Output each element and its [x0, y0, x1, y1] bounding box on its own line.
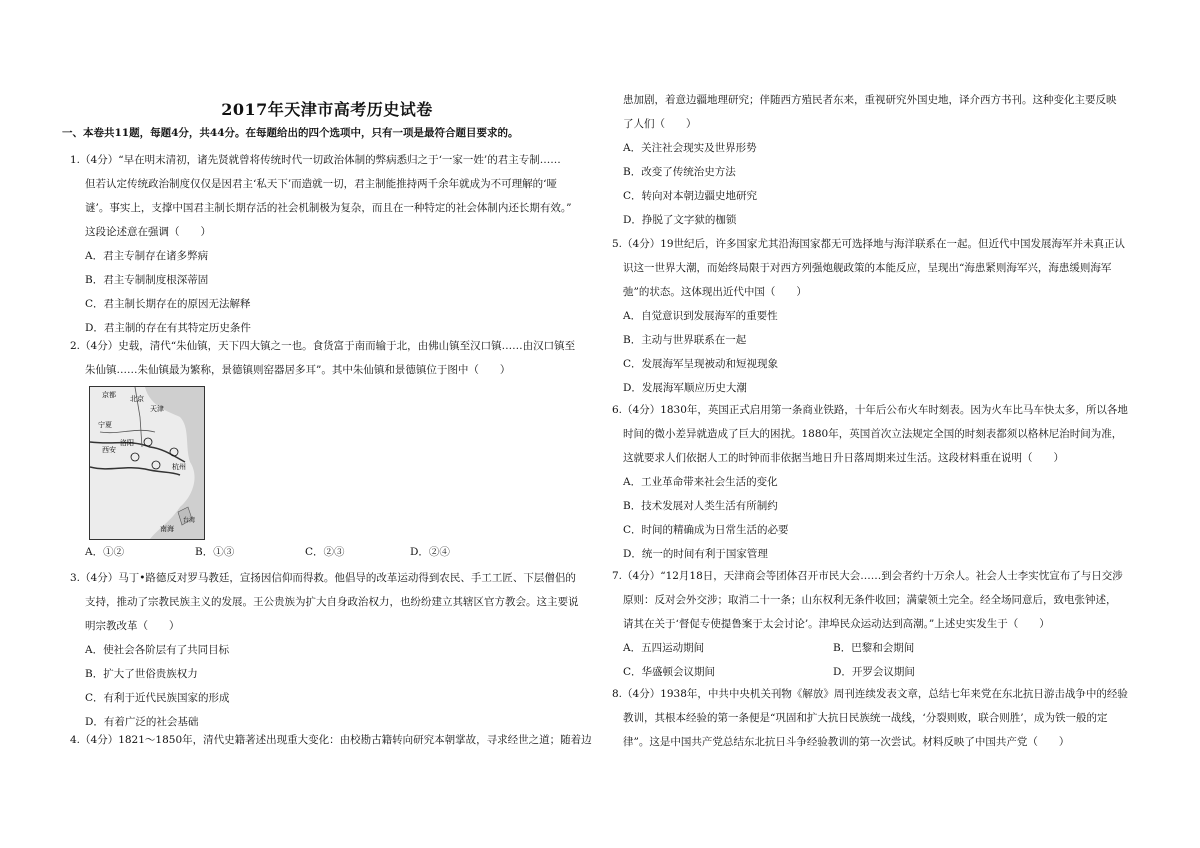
map-label: 北京 — [130, 395, 144, 403]
section-heading: 一、本卷共11题，每题4分，共44分。在每题给出的四个选项中，只有一项是最符合题目要求的。 — [62, 127, 519, 139]
q2-option-d[interactable]: D．②④ — [410, 546, 450, 558]
q3-stem-line: 支持，推动了宗教民族主义的发展。王公贵族为扩大自身政治权力，也纷纷建立其辖区官方教会。这主要说 — [85, 596, 579, 608]
exam-title: 2017年天津市高考历史试卷 — [221, 100, 433, 119]
q4-stem-line: 4.（4分）1821～1850年，清代史籍著述出现重大变化：由校勘古籍转向研究本朝掌故，寻求经世之道；随着边 — [70, 734, 592, 746]
q2-stem-line: 朱仙镇……朱仙镇最为繁称，景德镇则窑器居多耳”。其中朱仙镇和景德镇位于图中（ ） — [85, 364, 511, 376]
q2-stem-line: 2.（4分）史载，清代“朱仙镇，天下四大镇之一也。食货富于南而输于北，由佛山镇至汉口镇……由汉口镇至 — [70, 340, 576, 352]
q4-option-b[interactable]: B．改变了传统治史方法 — [623, 166, 736, 178]
question-5 — [612, 232, 1168, 400]
q7-stem-line: 原则：反对会外交涉；取消二十一条；山东权利无条件收回；满蒙领土完全。经全场同意后，致电张钟述， — [623, 594, 1117, 606]
question-8 — [612, 682, 1168, 754]
question-1 — [70, 148, 610, 340]
q2-option-a[interactable]: A．①② — [85, 546, 125, 558]
q6-stem-line: 这就要求人们依据人工的时钟而非依据当地日升日落周期来过生活。这段材料重在说明（ ） — [623, 452, 1064, 464]
map-graphic — [90, 387, 204, 539]
q6-option-c[interactable]: C．时间的精确成为日常生活的必要 — [623, 524, 789, 536]
question-2 — [70, 334, 610, 382]
map-label: 台湾 — [183, 517, 196, 524]
q1-option-c[interactable]: C．君主制长期存在的原因无法解释 — [85, 298, 251, 310]
q2-option-b[interactable]: B．①③ — [195, 546, 235, 558]
q5-stem-line: 5.（4分）19世纪后，许多国家尤其沿海国家都无可选择地与海洋联系在一起。但近代中国发展海军并未真正认 — [612, 238, 1126, 250]
question-4-continued — [623, 88, 1168, 232]
q3-option-a[interactable]: A．使社会各阶层有了共同目标 — [85, 644, 230, 656]
q3-stem-line: 明宗教改革（ ） — [85, 620, 180, 632]
q4-stem-line: 了人们（ ） — [623, 118, 697, 130]
q6-option-b[interactable]: B．技术发展对人类生活有所制约 — [623, 500, 778, 512]
q7-stem-line: 7.（4分）“12月18日，天津商会等团体召开市民大会……到会者约十万余人。社会人士李实忱宣布了与日交涉 — [612, 570, 1123, 582]
q1-option-b[interactable]: B．君主专制制度根深蒂固 — [85, 274, 209, 286]
q5-option-d[interactable]: D．发展海军顺应历史大潮 — [623, 382, 747, 394]
q1-stem-line: 但若认定传统政治制度仅仅是因君主‘私天下’而造就一切，君主制能推持两千余年就成为不可理解的‘哑 — [85, 178, 558, 190]
question-6 — [612, 398, 1168, 566]
q4-stem-line: 患加剧，着意边疆地理研究；伴随西方殖民者东来，重视研究外国史地，译介西方书刊。这种变化主要反映 — [623, 94, 1117, 106]
q3-stem-line: 3.（4分）马丁•路德反对罗马教廷，宣扬因信仰而得救。他倡导的改革运动得到农民、手工工匠、下层僧侣的 — [70, 572, 576, 584]
q5-stem-line: 弛”的状态。这体现出近代中国（ ） — [623, 286, 807, 298]
q5-option-c[interactable]: C．发展海军呈现被动和短视现象 — [623, 358, 779, 370]
q5-stem-line: 识这一世界大潮，而始终局限于对西方列强炮舰政策的本能反应，呈现出“海患紧则海军兴，海患缓则海军 — [623, 262, 1112, 274]
q6-option-a[interactable]: A．工业革命带来社会生活的变化 — [623, 476, 778, 488]
qing-town-map — [89, 386, 205, 540]
q5-option-b[interactable]: B．主动与世界联系在一起 — [623, 334, 747, 346]
question-7 — [612, 564, 1168, 684]
q7-stem-line: 请其在关于‘督促专使提鲁案于太会讨论’。津埠民众运动达到高潮。”上述史实发生于（ ） — [623, 618, 1050, 630]
q6-stem-line: 6.（4分）1830年，英国正式启用第一条商业铁路，十年后公布火车时刻表。因为火车比马车快太多，所以各地 — [612, 404, 1128, 416]
map-label: 西安 — [102, 446, 116, 454]
q4-option-a[interactable]: A．关注社会现实及世界形势 — [623, 142, 757, 154]
q1-option-d[interactable]: D．君主制的存在有其特定历史条件 — [85, 322, 251, 334]
map-label: 京都 — [102, 391, 116, 399]
map-label: 洛阳 — [120, 439, 134, 447]
q5-option-a[interactable]: A．自觉意识到发展海军的重要性 — [623, 310, 778, 322]
map-label: 天津 — [150, 405, 164, 413]
q7-option-b[interactable]: B．巴黎和会期间 — [833, 642, 915, 654]
q7-option-c[interactable]: C．华盛顿会议期间 — [623, 666, 716, 678]
q8-stem-line: 律”。这是中国共产党总结东北抗日斗争经验教训的第一次尝试。材料反映了中国共产党（ ） — [623, 736, 1070, 748]
q3-option-d[interactable]: D．有着广泛的社会基础 — [85, 716, 199, 728]
question-3 — [70, 566, 610, 734]
q2-option-c[interactable]: C．②③ — [305, 546, 345, 558]
q3-option-b[interactable]: B．扩大了世俗贵族权力 — [85, 668, 198, 680]
q1-option-a[interactable]: A．君主专制存在诸多弊病 — [85, 250, 209, 262]
q1-stem-line: 这段论述意在强调（ ） — [85, 226, 211, 238]
q7-option-d[interactable]: D．开罗会议期间 — [833, 666, 915, 678]
q8-stem-line: 8.（4分）1938年，中共中央机关刊物《解放》周刊连续发表文章，总结七年来党在东北抗日游击战争中的经验 — [612, 688, 1128, 700]
q6-stem-line: 时间的微小差异就造成了巨大的困扰。1880年，英国首次立法规定全国的时刻表都须以格林尼治时间为准， — [623, 428, 1123, 440]
q6-option-d[interactable]: D．统一的时间有利于国家管理 — [623, 548, 768, 560]
q7-option-a[interactable]: A．五四运动期间 — [623, 642, 705, 654]
q4-option-c[interactable]: C．转向对本朝边疆史地研究 — [623, 190, 758, 202]
q1-stem-line: 谜’。事实上，支撑中国君主制长期存活的社会机制极为复杂，而且在一种特定的社会体制内还长期有效。” — [85, 202, 572, 214]
q1-stem-line: 1.（4分）“早在明末清初，诸先贤就曾将传统时代一切政治体制的弊病悉归之于‘一家一姓’的君主专制…… — [70, 154, 561, 166]
map-label: 杭州 — [172, 463, 186, 471]
question-4-start — [70, 728, 615, 752]
map-label: 宁夏 — [98, 421, 112, 429]
question-2-options — [85, 540, 605, 564]
q4-option-d[interactable]: D．挣脱了文字狱的枷锁 — [623, 214, 737, 226]
q3-option-c[interactable]: C．有利于近代民族国家的形成 — [85, 692, 230, 704]
map-label: 南海 — [160, 525, 174, 533]
q8-stem-line: 教训，其根本经验的第一条便是“巩固和扩大抗日民族统一战线，‘分裂则败，联合则胜’，成为铁一般的定 — [623, 712, 1108, 724]
